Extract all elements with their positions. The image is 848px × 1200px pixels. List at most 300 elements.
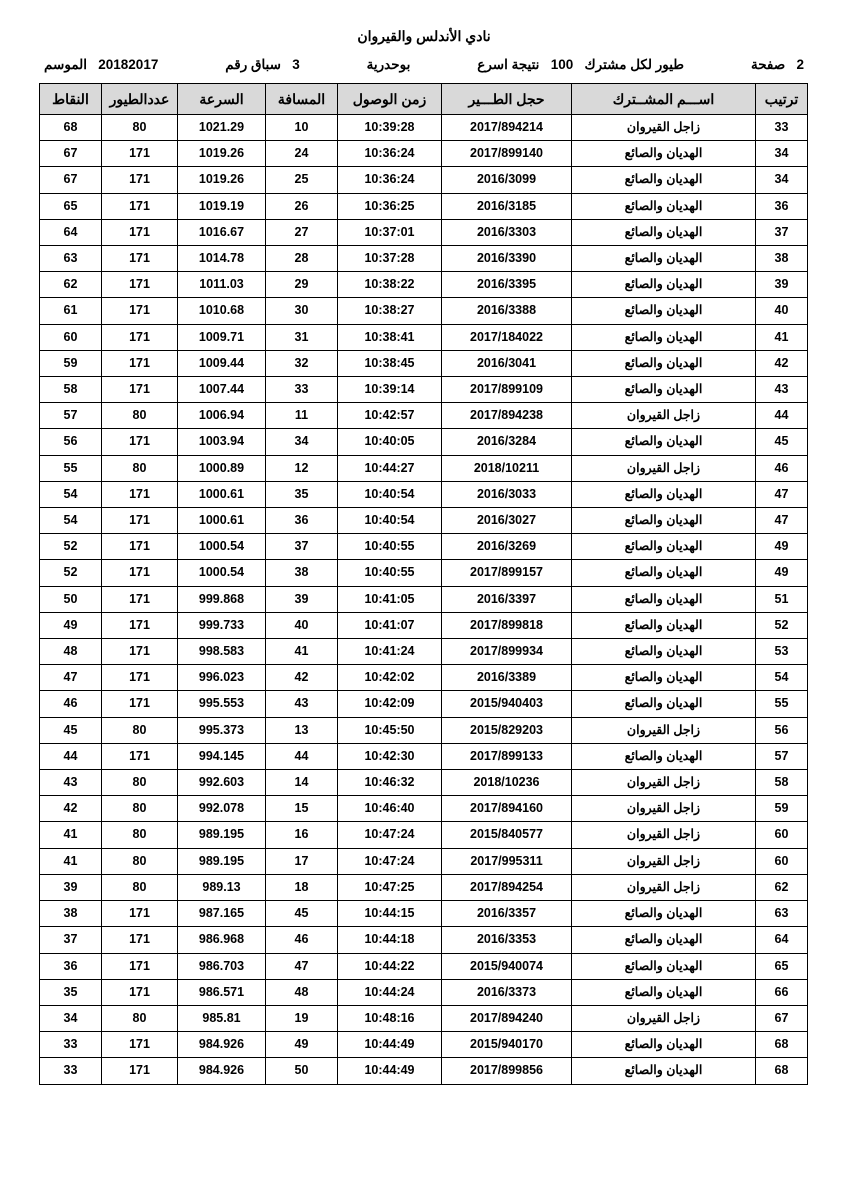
cell-time: 10:44:49 <box>338 1032 442 1058</box>
cell-dist: 30 <box>266 298 338 324</box>
best-result-label: نتيجة اسرع <box>477 57 540 72</box>
cell-record: 2016/3303 <box>442 219 572 245</box>
cell-birds: 171 <box>102 927 178 953</box>
page-value: 2 <box>796 57 804 72</box>
cell-rank: 60 <box>756 822 808 848</box>
cell-time: 10:48:16 <box>338 1005 442 1031</box>
cell-dist: 41 <box>266 639 338 665</box>
cell-name: زاجل القيروان <box>572 796 756 822</box>
cell-rank: 66 <box>756 979 808 1005</box>
cell-points: 54 <box>40 508 102 534</box>
table-row <box>40 770 808 796</box>
cell-speed: 999.868 <box>178 586 266 612</box>
cell-record: 2016/3027 <box>442 508 572 534</box>
cell-birds: 80 <box>102 822 178 848</box>
cell-points: 45 <box>40 717 102 743</box>
table-row <box>40 324 808 350</box>
cell-time: 10:46:40 <box>338 796 442 822</box>
cell-birds: 80 <box>102 403 178 429</box>
cell-speed: 986.703 <box>178 953 266 979</box>
cell-dist: 28 <box>266 246 338 272</box>
cell-speed: 984.926 <box>178 1032 266 1058</box>
cell-rank: 43 <box>756 377 808 403</box>
cell-rank: 64 <box>756 927 808 953</box>
cell-birds: 171 <box>102 272 178 298</box>
cell-record: 2017/894254 <box>442 874 572 900</box>
column-header-time: زمن الوصول <box>338 84 442 115</box>
cell-points: 58 <box>40 377 102 403</box>
cell-points: 65 <box>40 193 102 219</box>
table-row <box>40 901 808 927</box>
cell-dist: 17 <box>266 848 338 874</box>
cell-time: 10:44:49 <box>338 1058 442 1084</box>
cell-speed: 995.373 <box>178 717 266 743</box>
cell-rank: 68 <box>756 1032 808 1058</box>
cell-rank: 38 <box>756 246 808 272</box>
cell-dist: 46 <box>266 927 338 953</box>
cell-dist: 48 <box>266 979 338 1005</box>
cell-rank: 52 <box>756 612 808 638</box>
cell-dist: 27 <box>266 219 338 245</box>
cell-name: الهديان والصائع <box>572 324 756 350</box>
cell-points: 34 <box>40 1005 102 1031</box>
cell-dist: 43 <box>266 691 338 717</box>
cell-name: الهديان والصائع <box>572 246 756 272</box>
race-type: بوحدرية <box>366 57 411 72</box>
cell-speed: 986.968 <box>178 927 266 953</box>
cell-name: الهديان والصائع <box>572 953 756 979</box>
table-header-row <box>40 84 808 115</box>
cell-speed: 1009.44 <box>178 350 266 376</box>
cell-record: 2016/3373 <box>442 979 572 1005</box>
cell-rank: 49 <box>756 534 808 560</box>
cell-name: الهديان والصائع <box>572 1032 756 1058</box>
table-row <box>40 219 808 245</box>
table-body <box>40 115 808 1085</box>
table-row <box>40 743 808 769</box>
cell-name: زاجل القيروان <box>572 822 756 848</box>
cell-name: زاجل القيروان <box>572 874 756 900</box>
cell-name: الهديان والصائع <box>572 193 756 219</box>
cell-name: زاجل القيروان <box>572 717 756 743</box>
table-row <box>40 481 808 507</box>
cell-name: الهديان والصائع <box>572 167 756 193</box>
cell-time: 10:45:50 <box>338 717 442 743</box>
cell-time: 10:44:24 <box>338 979 442 1005</box>
cell-time: 10:40:05 <box>338 429 442 455</box>
cell-points: 54 <box>40 481 102 507</box>
cell-rank: 47 <box>756 508 808 534</box>
cell-record: 2018/10236 <box>442 770 572 796</box>
cell-dist: 19 <box>266 1005 338 1031</box>
cell-rank: 44 <box>756 403 808 429</box>
cell-name: زاجل القيروان <box>572 455 756 481</box>
table-row <box>40 691 808 717</box>
cell-birds: 171 <box>102 1032 178 1058</box>
cell-record: 2016/3395 <box>442 272 572 298</box>
cell-record: 2017/899856 <box>442 1058 572 1084</box>
cell-record: 2016/3033 <box>442 481 572 507</box>
cell-points: 59 <box>40 350 102 376</box>
cell-time: 10:47:24 <box>338 822 442 848</box>
cell-record: 2017/899818 <box>442 612 572 638</box>
cell-record: 2017/894160 <box>442 796 572 822</box>
cell-speed: 986.571 <box>178 979 266 1005</box>
cell-birds: 171 <box>102 612 178 638</box>
cell-speed: 992.603 <box>178 770 266 796</box>
cell-name: الهديان والصائع <box>572 1058 756 1084</box>
cell-record: 2017/899157 <box>442 560 572 586</box>
cell-record: 2016/3388 <box>442 298 572 324</box>
table-row <box>40 350 808 376</box>
cell-rank: 65 <box>756 953 808 979</box>
season-value: 20182017 <box>98 57 159 72</box>
cell-name: زاجل القيروان <box>572 403 756 429</box>
cell-birds: 171 <box>102 298 178 324</box>
best-result-info <box>477 57 684 73</box>
cell-time: 10:40:54 <box>338 481 442 507</box>
cell-time: 10:36:24 <box>338 167 442 193</box>
cell-points: 43 <box>40 770 102 796</box>
season-label: الموسم <box>44 57 87 72</box>
cell-birds: 80 <box>102 115 178 141</box>
cell-record: 2015/829203 <box>442 717 572 743</box>
table-row <box>40 534 808 560</box>
table-row <box>40 167 808 193</box>
cell-speed: 1014.78 <box>178 246 266 272</box>
table-row <box>40 639 808 665</box>
cell-record: 2016/3353 <box>442 927 572 953</box>
cell-name: الهديان والصائع <box>572 639 756 665</box>
cell-points: 46 <box>40 691 102 717</box>
cell-dist: 29 <box>266 272 338 298</box>
cell-speed: 994.145 <box>178 743 266 769</box>
cell-dist: 18 <box>266 874 338 900</box>
cell-speed: 1000.54 <box>178 560 266 586</box>
cell-rank: 63 <box>756 901 808 927</box>
cell-dist: 10 <box>266 115 338 141</box>
cell-points: 57 <box>40 403 102 429</box>
table-row <box>40 927 808 953</box>
cell-name: الهديان والصائع <box>572 272 756 298</box>
cell-speed: 1003.94 <box>178 429 266 455</box>
cell-time: 10:42:30 <box>338 743 442 769</box>
cell-rank: 47 <box>756 481 808 507</box>
cell-dist: 26 <box>266 193 338 219</box>
table-row <box>40 560 808 586</box>
column-header-distance: المسافة <box>266 84 338 115</box>
cell-rank: 54 <box>756 665 808 691</box>
cell-speed: 1000.61 <box>178 481 266 507</box>
cell-points: 63 <box>40 246 102 272</box>
cell-dist: 50 <box>266 1058 338 1084</box>
cell-rank: 67 <box>756 1005 808 1031</box>
cell-birds: 171 <box>102 246 178 272</box>
table-row <box>40 508 808 534</box>
cell-points: 67 <box>40 167 102 193</box>
cell-record: 2017/995311 <box>442 848 572 874</box>
cell-points: 56 <box>40 429 102 455</box>
cell-time: 10:42:02 <box>338 665 442 691</box>
cell-birds: 171 <box>102 979 178 1005</box>
cell-birds: 171 <box>102 141 178 167</box>
table-row <box>40 796 808 822</box>
cell-speed: 1006.94 <box>178 403 266 429</box>
best-result-suffix: طيور لكل مشترك <box>584 57 685 72</box>
cell-points: 68 <box>40 115 102 141</box>
cell-birds: 171 <box>102 953 178 979</box>
cell-time: 10:38:22 <box>338 272 442 298</box>
cell-points: 36 <box>40 953 102 979</box>
cell-speed: 1016.67 <box>178 219 266 245</box>
column-header-speed: السرعة <box>178 84 266 115</box>
race-label: سباق رقم <box>225 57 281 72</box>
cell-points: 42 <box>40 796 102 822</box>
table-row <box>40 193 808 219</box>
cell-dist: 44 <box>266 743 338 769</box>
cell-birds: 171 <box>102 350 178 376</box>
cell-speed: 999.733 <box>178 612 266 638</box>
cell-record: 2016/3357 <box>442 901 572 927</box>
cell-time: 10:44:22 <box>338 953 442 979</box>
cell-birds: 80 <box>102 848 178 874</box>
cell-record: 2016/3389 <box>442 665 572 691</box>
cell-points: 52 <box>40 560 102 586</box>
cell-dist: 33 <box>266 377 338 403</box>
cell-name: الهديان والصائع <box>572 743 756 769</box>
cell-dist: 49 <box>266 1032 338 1058</box>
cell-rank: 42 <box>756 350 808 376</box>
cell-name: الهديان والصائع <box>572 429 756 455</box>
race-number <box>225 57 299 73</box>
cell-record: 2015/940403 <box>442 691 572 717</box>
cell-birds: 171 <box>102 193 178 219</box>
cell-speed: 995.553 <box>178 691 266 717</box>
cell-rank: 49 <box>756 560 808 586</box>
cell-name: زاجل القيروان <box>572 848 756 874</box>
cell-dist: 36 <box>266 508 338 534</box>
cell-time: 10:37:28 <box>338 246 442 272</box>
cell-name: زاجل القيروان <box>572 1005 756 1031</box>
cell-points: 37 <box>40 927 102 953</box>
cell-record: 2016/3041 <box>442 350 572 376</box>
cell-dist: 37 <box>266 534 338 560</box>
cell-time: 10:46:32 <box>338 770 442 796</box>
cell-rank: 34 <box>756 167 808 193</box>
cell-name: زاجل القيروان <box>572 770 756 796</box>
cell-name: الهديان والصائع <box>572 901 756 927</box>
cell-points: 38 <box>40 901 102 927</box>
table-row <box>40 717 808 743</box>
cell-time: 10:37:01 <box>338 219 442 245</box>
cell-rank: 60 <box>756 848 808 874</box>
cell-time: 10:40:55 <box>338 534 442 560</box>
cell-name: الهديان والصائع <box>572 560 756 586</box>
table-row <box>40 272 808 298</box>
cell-birds: 171 <box>102 560 178 586</box>
cell-record: 2018/10211 <box>442 455 572 481</box>
page-label: صفحة <box>750 57 786 72</box>
cell-record: 2016/3390 <box>442 246 572 272</box>
cell-record: 2017/899109 <box>442 377 572 403</box>
cell-points: 33 <box>40 1058 102 1084</box>
cell-time: 10:36:25 <box>338 193 442 219</box>
cell-name: زاجل القيروان <box>572 115 756 141</box>
cell-speed: 989.195 <box>178 848 266 874</box>
table-row <box>40 953 808 979</box>
cell-name: الهديان والصائع <box>572 691 756 717</box>
cell-rank: 40 <box>756 298 808 324</box>
race-results-table <box>39 83 808 1085</box>
cell-points: 39 <box>40 874 102 900</box>
cell-points: 47 <box>40 665 102 691</box>
cell-birds: 171 <box>102 377 178 403</box>
table-row <box>40 246 808 272</box>
cell-birds: 171 <box>102 429 178 455</box>
cell-dist: 35 <box>266 481 338 507</box>
cell-points: 33 <box>40 1032 102 1058</box>
cell-points: 44 <box>40 743 102 769</box>
cell-speed: 1021.29 <box>178 115 266 141</box>
cell-dist: 12 <box>266 455 338 481</box>
cell-points: 67 <box>40 141 102 167</box>
cell-time: 10:41:24 <box>338 639 442 665</box>
cell-birds: 171 <box>102 901 178 927</box>
cell-time: 10:42:57 <box>338 403 442 429</box>
cell-record: 2015/940170 <box>442 1032 572 1058</box>
cell-birds: 171 <box>102 743 178 769</box>
cell-record: 2016/3397 <box>442 586 572 612</box>
cell-time: 10:39:28 <box>338 115 442 141</box>
cell-rank: 68 <box>756 1058 808 1084</box>
cell-points: 55 <box>40 455 102 481</box>
cell-points: 48 <box>40 639 102 665</box>
page-number <box>751 57 804 73</box>
cell-birds: 80 <box>102 455 178 481</box>
cell-points: 52 <box>40 534 102 560</box>
cell-speed: 1007.44 <box>178 377 266 403</box>
cell-record: 2017/899133 <box>442 743 572 769</box>
cell-speed: 1019.26 <box>178 167 266 193</box>
cell-dist: 16 <box>266 822 338 848</box>
table-row <box>40 1058 808 1084</box>
cell-speed: 1011.03 <box>178 272 266 298</box>
cell-points: 41 <box>40 822 102 848</box>
cell-record: 2016/3269 <box>442 534 572 560</box>
table-row <box>40 1005 808 1031</box>
column-header-birds: عددالطيور <box>102 84 178 115</box>
cell-birds: 171 <box>102 691 178 717</box>
cell-speed: 985.81 <box>178 1005 266 1031</box>
cell-name: الهديان والصائع <box>572 612 756 638</box>
cell-dist: 32 <box>266 350 338 376</box>
cell-time: 10:40:55 <box>338 560 442 586</box>
cell-rank: 56 <box>756 717 808 743</box>
season-info <box>44 57 158 73</box>
column-header-rank: ترتيب <box>756 84 808 115</box>
cell-name: الهديان والصائع <box>572 979 756 1005</box>
cell-rank: 59 <box>756 796 808 822</box>
table-row <box>40 377 808 403</box>
table-row <box>40 979 808 1005</box>
race-value: 3 <box>292 57 300 72</box>
table-row <box>40 455 808 481</box>
table-row <box>40 848 808 874</box>
table-row <box>40 822 808 848</box>
cell-birds: 80 <box>102 796 178 822</box>
cell-dist: 39 <box>266 586 338 612</box>
cell-points: 41 <box>40 848 102 874</box>
cell-speed: 1019.26 <box>178 141 266 167</box>
cell-record: 2015/940074 <box>442 953 572 979</box>
cell-name: الهديان والصائع <box>572 141 756 167</box>
cell-dist: 38 <box>266 560 338 586</box>
cell-time: 10:39:14 <box>338 377 442 403</box>
cell-speed: 1000.54 <box>178 534 266 560</box>
cell-rank: 39 <box>756 272 808 298</box>
table-row <box>40 141 808 167</box>
cell-dist: 11 <box>266 403 338 429</box>
cell-dist: 24 <box>266 141 338 167</box>
table-row <box>40 586 808 612</box>
cell-name: الهديان والصائع <box>572 219 756 245</box>
cell-rank: 36 <box>756 193 808 219</box>
cell-birds: 171 <box>102 1058 178 1084</box>
cell-birds: 171 <box>102 167 178 193</box>
cell-rank: 53 <box>756 639 808 665</box>
cell-points: 35 <box>40 979 102 1005</box>
cell-rank: 33 <box>756 115 808 141</box>
cell-time: 10:38:27 <box>338 298 442 324</box>
cell-speed: 996.023 <box>178 665 266 691</box>
cell-dist: 31 <box>266 324 338 350</box>
cell-birds: 171 <box>102 219 178 245</box>
best-result-value: 100 <box>550 57 574 72</box>
cell-name: الهديان والصائع <box>572 481 756 507</box>
cell-birds: 80 <box>102 717 178 743</box>
cell-record: 2017/899934 <box>442 639 572 665</box>
cell-dist: 13 <box>266 717 338 743</box>
cell-dist: 14 <box>266 770 338 796</box>
cell-name: الهديان والصائع <box>572 534 756 560</box>
club-title: نادي الأندلس والقيروان <box>357 28 491 44</box>
cell-points: 50 <box>40 586 102 612</box>
cell-record: 2017/894240 <box>442 1005 572 1031</box>
cell-dist: 45 <box>266 901 338 927</box>
cell-speed: 1000.61 <box>178 508 266 534</box>
cell-rank: 55 <box>756 691 808 717</box>
cell-rank: 34 <box>756 141 808 167</box>
cell-speed: 998.583 <box>178 639 266 665</box>
column-header-points: النقاط <box>40 84 102 115</box>
cell-record: 2017/894238 <box>442 403 572 429</box>
table-row <box>40 429 808 455</box>
cell-record: 2017/184022 <box>442 324 572 350</box>
cell-points: 60 <box>40 324 102 350</box>
cell-speed: 1009.71 <box>178 324 266 350</box>
cell-name: الهديان والصائع <box>572 298 756 324</box>
cell-time: 10:47:25 <box>338 874 442 900</box>
cell-name: الهديان والصائع <box>572 927 756 953</box>
cell-time: 10:44:15 <box>338 901 442 927</box>
cell-record: 2015/840577 <box>442 822 572 848</box>
table-row <box>40 115 808 141</box>
cell-birds: 80 <box>102 1005 178 1031</box>
cell-speed: 989.13 <box>178 874 266 900</box>
cell-time: 10:36:24 <box>338 141 442 167</box>
cell-birds: 171 <box>102 481 178 507</box>
cell-record: 2017/899140 <box>442 141 572 167</box>
